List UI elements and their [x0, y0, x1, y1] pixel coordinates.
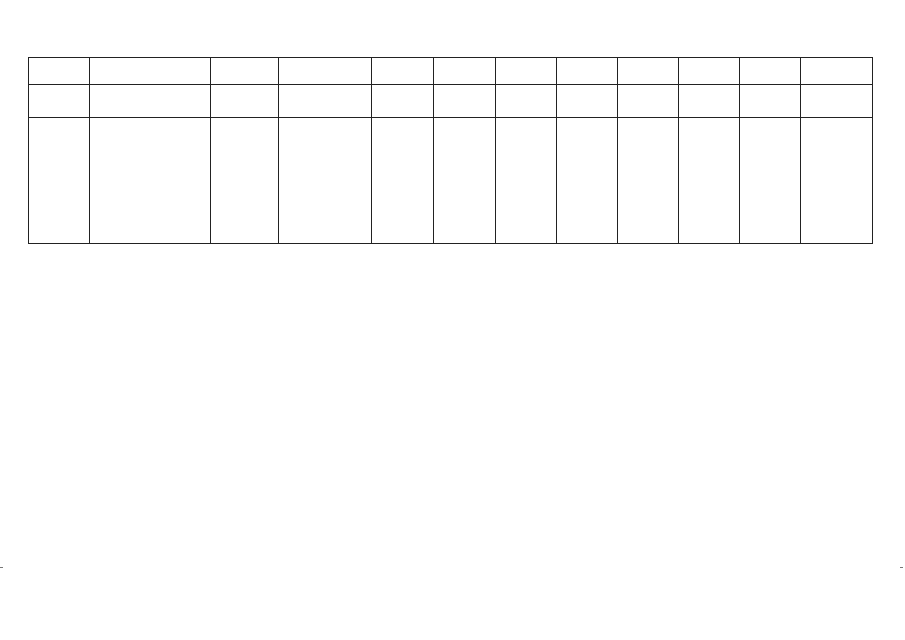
value-cell: [679, 58, 740, 85]
value-cell: [434, 85, 496, 118]
value-cell: [372, 58, 434, 85]
value-cell: [679, 118, 740, 244]
value-cell: [740, 118, 801, 244]
budget-table: [28, 57, 873, 244]
funding-source: [279, 85, 372, 118]
row-name: [90, 85, 211, 118]
value-cell: [801, 85, 873, 118]
responsible-org: [211, 58, 279, 85]
value-cell: [801, 58, 873, 85]
value-cell: [679, 85, 740, 118]
table-row: [29, 85, 873, 118]
value-cell: [496, 118, 557, 244]
scan-edge-mark: [900, 567, 903, 568]
value-cell: [618, 58, 679, 85]
value-cell: [801, 118, 873, 244]
value-cell: [496, 85, 557, 118]
value-cell: [434, 58, 496, 85]
row-name: [90, 118, 211, 244]
value-cell: [618, 85, 679, 118]
row-number: [29, 85, 90, 118]
value-cell: [557, 85, 618, 118]
value-cell: [557, 58, 618, 85]
scan-edge-mark: [0, 567, 3, 568]
value-cell: [372, 85, 434, 118]
table-row: [29, 58, 873, 85]
responsible-org: [211, 85, 279, 118]
responsible-org: [211, 118, 279, 244]
table-row: [29, 118, 873, 244]
row-number: [29, 58, 90, 85]
value-cell: [740, 85, 801, 118]
funding-source: [279, 58, 372, 85]
value-cell: [557, 118, 618, 244]
value-cell: [372, 118, 434, 244]
value-cell: [434, 118, 496, 244]
value-cell: [496, 58, 557, 85]
value-cell: [618, 118, 679, 244]
row-name: [90, 58, 211, 85]
row-number: [29, 118, 90, 244]
value-cell: [740, 58, 801, 85]
funding-source: [279, 118, 372, 244]
